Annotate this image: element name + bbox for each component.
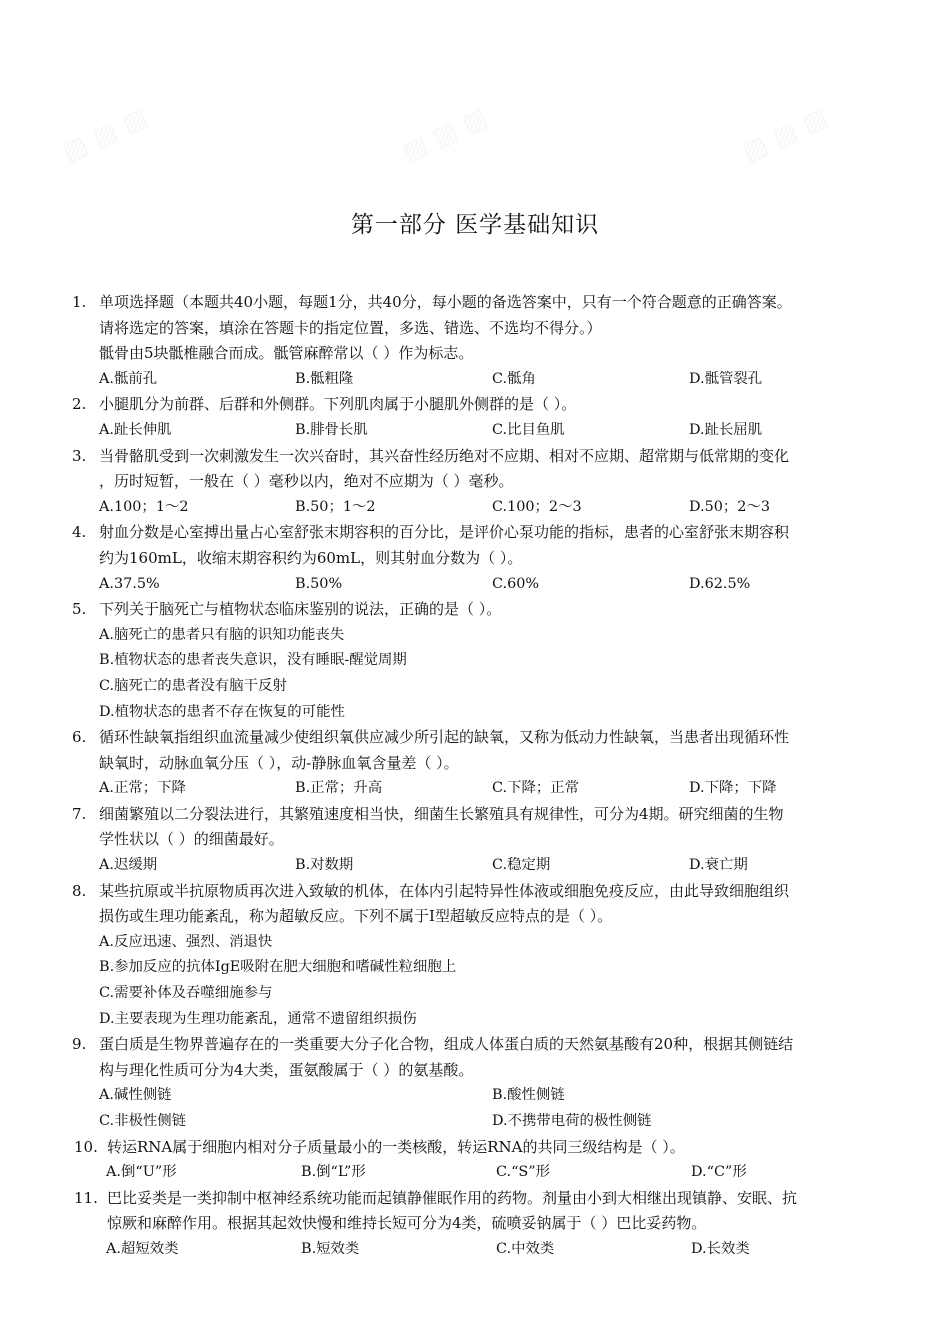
question-10: [0, 1135, 950, 1161]
question-text: 缺氧时，动脉血氧分压（ ），动-静脉血氧含量差（ ）。: [99, 753, 459, 772]
question-text: 下列关于脑死亡与植物状态临床鉴别的说法，正确的是（ ）。: [99, 600, 502, 619]
options-row: [0, 495, 950, 521]
question-text-line: [0, 1058, 950, 1084]
question-number: 2.: [72, 395, 87, 414]
option-c[interactable]: C.比目鱼肌: [492, 421, 565, 438]
option-d[interactable]: D.长效类: [691, 1240, 750, 1257]
options-row: [0, 572, 950, 598]
option-a[interactable]: A.正常；下降: [99, 780, 186, 797]
question-text: 学性状以（ ）的细菌最好。: [99, 830, 284, 849]
options-row: [0, 418, 950, 444]
question-text: 单项选择题（本题共40小题，每题1分，共40分，每小题的备选答案中，只有一个符合题意的正确答案。: [99, 293, 792, 311]
option-c[interactable]: C.100；2～3: [492, 498, 582, 515]
option-b[interactable]: B.正常；升高: [295, 780, 383, 797]
question-text: 当骨骼肌受到一次刺激发生一次兴奋时，其兴奋性经历绝对不应期、相对不应期、超常期与低常期的变化: [99, 446, 790, 465]
question-text: ，历时短暂，一般在（ ）毫秒以内，绝对不应期为（ ）毫秒。: [99, 472, 514, 491]
question-text: 射血分数是心室搏出量占心室舒张末期容积的百分比，是评价心泵功能的指标，患者的心室舒张末期容积: [99, 523, 790, 542]
option-row: [0, 623, 950, 649]
question-text-line: [0, 751, 950, 777]
option-a[interactable]: A.骶前孔: [99, 370, 158, 387]
options-row: [0, 1160, 950, 1186]
question-text: 蛋白质是生物界普遍存在的一类重要大分子化合物，组成人体蛋白质的天然氨基酸有20种，根据其侧链结: [99, 1035, 794, 1054]
question-text: 循环性缺氧指组织血流量减少使组织氧供应减少所引起的缺氧，又称为低动力性缺氧，当患者出现循环性: [99, 728, 790, 747]
option-a[interactable]: A.超短效类: [106, 1240, 179, 1257]
option-c[interactable]: C.稳定期: [492, 857, 551, 874]
question-text: 惊厥和麻醉作用。根据其起效快慢和维持长短可分为4类，硫喷妥钠属于（ ）巴比妥药物。: [107, 1214, 707, 1233]
question-number: 5.: [72, 600, 87, 619]
question-3: [0, 444, 950, 470]
question-text-line: [0, 469, 950, 495]
question-8: [0, 879, 950, 905]
question-number: 3.: [72, 446, 87, 465]
question-5: [0, 597, 950, 623]
question-text: 骶骨由5块骶椎融合而成。骶管麻醉常以（ ）作为标志。: [99, 344, 474, 363]
option-a[interactable]: A.反应迅速、强烈、消退快: [99, 933, 273, 950]
option-b[interactable]: B.50%: [295, 575, 343, 592]
options-row: [0, 776, 950, 802]
question-text: 细菌繁殖以二分裂法进行，其繁殖速度相当快，细菌生长繁殖具有规律性，可分为4期。研究细菌的生物: [99, 804, 784, 823]
option-b[interactable]: B.腓骨长肌: [295, 421, 368, 438]
options-row: [0, 1083, 950, 1109]
question-4: [0, 520, 950, 546]
option-b[interactable]: B.倒“L”形: [301, 1164, 366, 1181]
question-text-line: [0, 904, 950, 930]
option-c[interactable]: C.骶角: [492, 370, 536, 387]
option-c[interactable]: C.中效类: [496, 1240, 555, 1257]
option-row: [0, 930, 950, 956]
question-number: 1.: [72, 293, 87, 311]
option-c[interactable]: C.60%: [492, 575, 540, 592]
question-number: 11.: [74, 1188, 98, 1207]
options-row: [0, 367, 950, 393]
question-text-line: [0, 316, 950, 342]
question-1: [0, 290, 950, 316]
options-row: [0, 1237, 950, 1263]
option-d[interactable]: D.“C”形: [691, 1164, 747, 1181]
question-number: 9.: [72, 1035, 87, 1054]
option-a[interactable]: A.迟缓期: [99, 857, 158, 874]
option-d[interactable]: D.植物状态的患者不存在恢复的可能性: [99, 703, 345, 720]
option-b[interactable]: B.酸性侧链: [492, 1087, 565, 1104]
question-7: [0, 802, 950, 828]
option-d[interactable]: D.趾长屈肌: [689, 421, 763, 438]
option-b[interactable]: B.植物状态的患者丧失意识，没有睡眠-醒觉周期: [99, 652, 407, 669]
option-c[interactable]: C.“S”形: [496, 1164, 551, 1181]
question-text: 损伤或生理功能紊乱，称为超敏反应。下列不属于Ⅰ型超敏反应特点的是（ ）。: [99, 907, 613, 926]
option-b[interactable]: B.50；1～2: [295, 498, 376, 515]
option-a[interactable]: A.碱性侧链: [99, 1087, 172, 1104]
watermark: [58, 102, 152, 167]
question-text-line: [0, 546, 950, 572]
question-text: 请将选定的答案，填涂在答题卡的指定位置，多选、错选、不选均不得分。）: [99, 318, 602, 337]
question-number: 6.: [72, 728, 87, 747]
option-row: [0, 955, 950, 981]
option-b[interactable]: B.短效类: [301, 1240, 360, 1257]
option-d[interactable]: D.骶管裂孔: [689, 370, 763, 387]
option-d[interactable]: D.主要表现为生理功能紊乱，通常不遗留组织损伤: [99, 1010, 417, 1027]
option-c[interactable]: C.非极性侧链: [99, 1113, 187, 1129]
watermark: [738, 102, 832, 167]
question-2: [0, 392, 950, 418]
question-text: 巴比妥类是一类抑制中枢神经系统功能而起镇静催眠作用的药物。剂量由小到大相继出现镇静、安眠、抗: [107, 1188, 798, 1207]
question-number: 4.: [72, 523, 87, 542]
option-b[interactable]: B.骶粗隆: [295, 370, 354, 387]
question-text-line: [0, 827, 950, 853]
question-text: 小腿肌分为前群、后群和外侧群。下列肌肉属于小腿肌外侧群的是（ ）。: [99, 395, 577, 414]
option-d[interactable]: D.衰亡期: [689, 857, 748, 874]
option-row: [0, 700, 950, 726]
question-text: 转运RNA属于细胞内相对分子质量最小的一类核酸，转运RNA的共同三级结构是（ ）。: [107, 1137, 685, 1156]
option-b[interactable]: B.对数期: [295, 857, 354, 874]
option-a[interactable]: A.100；1～2: [99, 498, 189, 515]
option-c[interactable]: C.需要补体及吞噬细施参与: [99, 985, 273, 1002]
question-text-line: [0, 1211, 950, 1237]
option-a[interactable]: A.倒“U”形: [106, 1164, 177, 1181]
option-c[interactable]: C.脑死亡的患者没有脑干反射: [99, 677, 287, 694]
option-d[interactable]: D.不携带电荷的极性侧链: [492, 1113, 652, 1129]
option-row: [0, 648, 950, 674]
option-a[interactable]: A.趾长伸肌: [99, 421, 172, 438]
question-text: 构与理化性质可分为4大类，蛋氨酸属于（ ）的氨基酸。: [99, 1060, 474, 1079]
option-d[interactable]: D.下降；下降: [689, 780, 777, 797]
option-a[interactable]: A.37.5%: [99, 575, 160, 592]
page-title: 第一部分 医学基础知识: [350, 212, 600, 238]
question-number: 7.: [72, 804, 87, 823]
option-a[interactable]: A.脑死亡的患者只有脑的识知功能丧失: [99, 626, 345, 643]
question-11: [0, 1186, 950, 1212]
question-9: [0, 1032, 950, 1058]
option-c[interactable]: C.下降；正常: [492, 780, 580, 797]
option-d[interactable]: D.62.5%: [689, 575, 751, 592]
question-text-line: [0, 341, 950, 367]
question-text: 某些抗原或半抗原物质再次进入致敏的机体，在体内引起特异性体液或细胞免疫反应，由此导致细胞组织: [99, 881, 790, 900]
question-list: [0, 290, 950, 1263]
question-number: 10.: [74, 1137, 98, 1156]
options-row: [0, 1109, 950, 1135]
option-d[interactable]: D.50；2～3: [689, 498, 771, 515]
option-b[interactable]: B.参加反应的抗体IgE吸附在肥大细胞和嗜碱性粒细胞上: [99, 959, 457, 976]
option-row: [0, 1007, 950, 1033]
question-number: 8.: [72, 881, 87, 900]
option-row: [0, 981, 950, 1007]
option-row: [0, 674, 950, 700]
question-text: 约为160mL，收缩末期容积约为60mL，则其射血分数为（ ）。: [99, 548, 523, 567]
options-row: [0, 853, 950, 879]
watermark: [398, 102, 492, 167]
question-6: [0, 725, 950, 751]
